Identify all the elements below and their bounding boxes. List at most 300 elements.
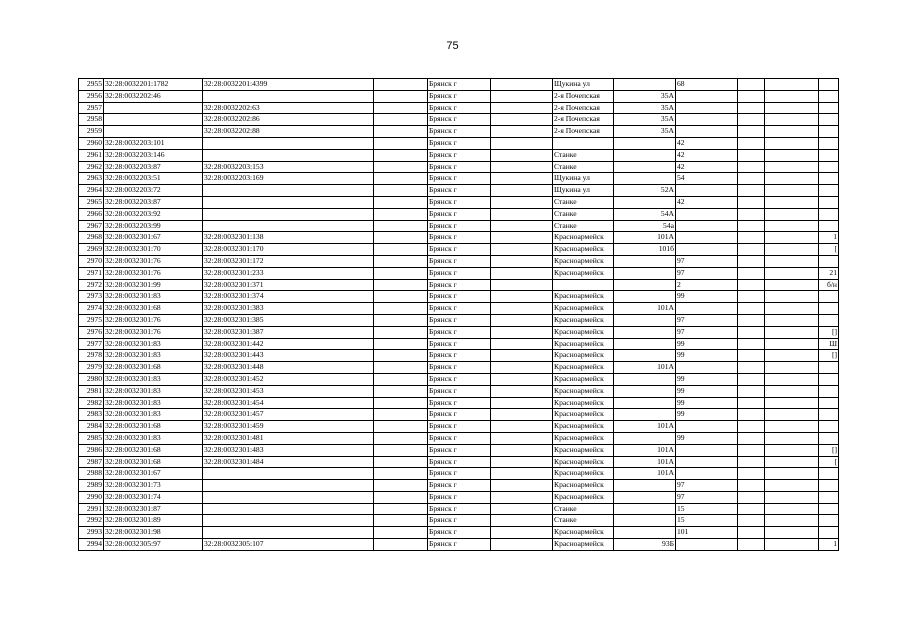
- city-cell: Брянск г: [428, 279, 491, 291]
- note-cell: [819, 255, 839, 267]
- row-number-cell: 2991: [79, 503, 104, 515]
- street-cell: Красноармейск: [553, 255, 614, 267]
- blank-col-b-cell: [491, 432, 553, 444]
- blank-col-d-cell: [765, 491, 819, 503]
- blank-col-d-cell: [765, 79, 819, 91]
- cadastral-number-cell: 32:28:0032301:70: [104, 244, 203, 256]
- related-cadastral-number-cell: 32:28:0032301:452: [203, 373, 374, 385]
- blank-col-d-cell: [765, 421, 819, 433]
- city-cell: Брянск г: [428, 314, 491, 326]
- row-number-cell: 2978: [79, 350, 104, 362]
- cadastral-number-cell: 32:28:0032203:146: [104, 149, 203, 161]
- blank-col-c-cell: [738, 515, 765, 527]
- house-letter-cell: 101б: [614, 244, 676, 256]
- blank-col-a-cell: [374, 149, 428, 161]
- blank-col-d-cell: [765, 456, 819, 468]
- house-letter-cell: [614, 267, 676, 279]
- cadastral-number-cell: 32:28:0032305:97: [104, 539, 203, 551]
- house-letter-cell: [614, 385, 676, 397]
- note-cell: [819, 303, 839, 315]
- note-cell: [819, 90, 839, 102]
- house-number-cell: 99: [676, 397, 738, 409]
- house-letter-cell: 35А: [614, 114, 676, 126]
- house-letter-cell: [614, 161, 676, 173]
- table-row: [79, 161, 839, 173]
- city-cell: Брянск г: [428, 185, 491, 197]
- house-letter-cell: 54а: [614, 220, 676, 232]
- table-row: [79, 491, 839, 503]
- cadastral-number-cell: 32:28:0032301:83: [104, 338, 203, 350]
- blank-col-d-cell: [765, 255, 819, 267]
- blank-col-a-cell: [374, 350, 428, 362]
- blank-col-d-cell: [765, 149, 819, 161]
- note-cell: [819, 208, 839, 220]
- blank-col-d-cell: [765, 527, 819, 539]
- blank-col-c-cell: [738, 114, 765, 126]
- blank-col-a-cell: [374, 527, 428, 539]
- blank-col-a-cell: [374, 326, 428, 338]
- blank-col-c-cell: [738, 539, 765, 551]
- blank-col-d-cell: [765, 444, 819, 456]
- street-cell: Станке: [553, 503, 614, 515]
- row-number-cell: 2960: [79, 137, 104, 149]
- blank-col-c-cell: [738, 338, 765, 350]
- blank-col-a-cell: [374, 90, 428, 102]
- city-cell: Брянск г: [428, 350, 491, 362]
- blank-col-d-cell: [765, 480, 819, 492]
- row-number-cell: 2975: [79, 314, 104, 326]
- blank-col-d-cell: [765, 173, 819, 185]
- street-cell: Красноармейск: [553, 314, 614, 326]
- blank-col-b-cell: [491, 539, 553, 551]
- table-row: [79, 480, 839, 492]
- table-row: [79, 244, 839, 256]
- blank-col-c-cell: [738, 326, 765, 338]
- house-letter-cell: [614, 338, 676, 350]
- blank-col-b-cell: [491, 279, 553, 291]
- blank-col-c-cell: [738, 432, 765, 444]
- blank-col-a-cell: [374, 468, 428, 480]
- row-number-cell: 2965: [79, 196, 104, 208]
- house-letter-cell: 101А: [614, 444, 676, 456]
- table-row: [79, 79, 839, 91]
- table-row: [79, 185, 839, 197]
- blank-col-d-cell: [765, 468, 819, 480]
- blank-col-a-cell: [374, 444, 428, 456]
- blank-col-d-cell: [765, 515, 819, 527]
- house-letter-cell: [614, 480, 676, 492]
- blank-col-d-cell: [765, 185, 819, 197]
- house-number-cell: 99: [676, 338, 738, 350]
- street-cell: Красноармейск: [553, 539, 614, 551]
- cadastral-number-cell: 32:28:0032301:99: [104, 279, 203, 291]
- note-cell: []: [819, 444, 839, 456]
- house-number-cell: 99: [676, 291, 738, 303]
- blank-col-a-cell: [374, 303, 428, 315]
- blank-col-c-cell: [738, 468, 765, 480]
- cadastral-number-cell: 32:28:0032201:1782: [104, 79, 203, 91]
- blank-col-c-cell: [738, 149, 765, 161]
- blank-col-c-cell: [738, 173, 765, 185]
- city-cell: Брянск г: [428, 444, 491, 456]
- note-cell: [819, 373, 839, 385]
- blank-col-b-cell: [491, 79, 553, 91]
- blank-col-c-cell: [738, 527, 765, 539]
- table-row: [79, 432, 839, 444]
- blank-col-b-cell: [491, 362, 553, 374]
- table-row: [79, 220, 839, 232]
- blank-col-a-cell: [374, 491, 428, 503]
- city-cell: Брянск г: [428, 255, 491, 267]
- blank-col-d-cell: [765, 362, 819, 374]
- blank-col-a-cell: [374, 173, 428, 185]
- street-cell: Красноармейск: [553, 397, 614, 409]
- street-cell: Красноармейск: [553, 362, 614, 374]
- blank-col-a-cell: [374, 515, 428, 527]
- row-number-cell: 2961: [79, 149, 104, 161]
- related-cadastral-number-cell: 32:28:0032305:107: [203, 539, 374, 551]
- blank-col-b-cell: [491, 456, 553, 468]
- city-cell: Брянск г: [428, 303, 491, 315]
- blank-col-a-cell: [374, 267, 428, 279]
- table-row: [79, 373, 839, 385]
- house-number-cell: 97: [676, 314, 738, 326]
- table-row: [79, 149, 839, 161]
- cadastral-number-cell: 32:28:0032301:68: [104, 303, 203, 315]
- table-row: [79, 173, 839, 185]
- cadastral-number-cell: 32:28:0032301:83: [104, 350, 203, 362]
- house-letter-cell: [614, 149, 676, 161]
- blank-col-b-cell: [491, 90, 553, 102]
- blank-col-d-cell: [765, 196, 819, 208]
- blank-col-c-cell: [738, 161, 765, 173]
- table-row: [79, 126, 839, 138]
- blank-col-b-cell: [491, 173, 553, 185]
- city-cell: Брянск г: [428, 173, 491, 185]
- table-row: [79, 539, 839, 551]
- note-cell: [819, 161, 839, 173]
- table-row: [79, 503, 839, 515]
- row-number-cell: 2973: [79, 291, 104, 303]
- house-letter-cell: [614, 279, 676, 291]
- cadastral-number-cell: 32:28:0032301:83: [104, 373, 203, 385]
- cadastral-number-cell: 32:28:0032202:46: [104, 90, 203, 102]
- house-letter-cell: [614, 350, 676, 362]
- table-row: [79, 409, 839, 421]
- cadastral-number-cell: 32:28:0032301:76: [104, 314, 203, 326]
- blank-col-d-cell: [765, 267, 819, 279]
- street-cell: Красноармейск: [553, 527, 614, 539]
- street-cell: Щукина ул: [553, 79, 614, 91]
- blank-col-a-cell: [374, 208, 428, 220]
- cadastral-number-cell: 32:28:0032203:99: [104, 220, 203, 232]
- street-cell: Красноармейск: [553, 444, 614, 456]
- blank-col-c-cell: [738, 421, 765, 433]
- city-cell: Брянск г: [428, 267, 491, 279]
- table-row: [79, 326, 839, 338]
- blank-col-b-cell: [491, 208, 553, 220]
- blank-col-b-cell: [491, 102, 553, 114]
- row-number-cell: 2974: [79, 303, 104, 315]
- blank-col-c-cell: [738, 102, 765, 114]
- city-cell: Брянск г: [428, 468, 491, 480]
- blank-col-a-cell: [374, 279, 428, 291]
- related-cadastral-number-cell: [203, 468, 374, 480]
- note-cell: [819, 220, 839, 232]
- blank-col-a-cell: [374, 373, 428, 385]
- street-cell: 2-я Почепская: [553, 102, 614, 114]
- blank-col-a-cell: [374, 362, 428, 374]
- blank-col-b-cell: [491, 397, 553, 409]
- house-number-cell: [676, 185, 738, 197]
- street-cell: Красноармейск: [553, 491, 614, 503]
- table-row: [79, 527, 839, 539]
- blank-col-b-cell: [491, 326, 553, 338]
- house-number-cell: [676, 208, 738, 220]
- blank-col-c-cell: [738, 491, 765, 503]
- blank-col-a-cell: [374, 220, 428, 232]
- house-letter-cell: 54А: [614, 208, 676, 220]
- note-cell: [819, 114, 839, 126]
- street-cell: 2-я Почепская: [553, 90, 614, 102]
- house-number-cell: [676, 244, 738, 256]
- row-number-cell: 2988: [79, 468, 104, 480]
- blank-col-a-cell: [374, 79, 428, 91]
- row-number-cell: 2967: [79, 220, 104, 232]
- cadastral-number-cell: 32:28:0032301:83: [104, 432, 203, 444]
- blank-col-d-cell: [765, 208, 819, 220]
- related-cadastral-number-cell: 32:28:0032301:459: [203, 421, 374, 433]
- city-cell: Брянск г: [428, 161, 491, 173]
- house-number-cell: 68: [676, 79, 738, 91]
- table-row: [79, 291, 839, 303]
- house-number-cell: [676, 114, 738, 126]
- house-number-cell: 42: [676, 149, 738, 161]
- street-cell: [553, 279, 614, 291]
- cadastral-number-cell: 32:28:0032301:76: [104, 267, 203, 279]
- house-number-cell: [676, 232, 738, 244]
- blank-col-d-cell: [765, 373, 819, 385]
- related-cadastral-number-cell: 32:28:0032301:454: [203, 397, 374, 409]
- house-number-cell: 42: [676, 161, 738, 173]
- note-cell: [819, 79, 839, 91]
- blank-col-b-cell: [491, 114, 553, 126]
- cadastral-number-cell: 32:28:0032301:98: [104, 527, 203, 539]
- cadastral-number-cell: 32:28:0032301:74: [104, 491, 203, 503]
- blank-col-b-cell: [491, 232, 553, 244]
- blank-col-b-cell: [491, 373, 553, 385]
- cadastral-number-cell: 32:28:0032301:68: [104, 421, 203, 433]
- house-number-cell: 99: [676, 373, 738, 385]
- street-cell: Красноармейск: [553, 338, 614, 350]
- cadastral-number-cell: 32:28:0032203:101: [104, 137, 203, 149]
- house-number-cell: [676, 444, 738, 456]
- city-cell: Брянск г: [428, 362, 491, 374]
- note-cell: []: [819, 326, 839, 338]
- city-cell: Брянск г: [428, 539, 491, 551]
- table-row: [79, 303, 839, 315]
- house-letter-cell: [614, 409, 676, 421]
- row-number-cell: 2992: [79, 515, 104, 527]
- blank-col-b-cell: [491, 503, 553, 515]
- blank-col-a-cell: [374, 421, 428, 433]
- house-number-cell: 97: [676, 480, 738, 492]
- street-cell: 2-я Почепская: [553, 114, 614, 126]
- row-number-cell: 2957: [79, 102, 104, 114]
- blank-col-a-cell: [374, 255, 428, 267]
- house-letter-cell: [614, 326, 676, 338]
- street-cell: Станке: [553, 220, 614, 232]
- row-number-cell: 2987: [79, 456, 104, 468]
- note-cell: [819, 126, 839, 138]
- blank-col-a-cell: [374, 314, 428, 326]
- street-cell: Красноармейск: [553, 373, 614, 385]
- cadastral-number-cell: [104, 102, 203, 114]
- row-number-cell: 2955: [79, 79, 104, 91]
- blank-col-c-cell: [738, 397, 765, 409]
- blank-col-b-cell: [491, 444, 553, 456]
- city-cell: Брянск г: [428, 208, 491, 220]
- related-cadastral-number-cell: [203, 515, 374, 527]
- blank-col-c-cell: [738, 79, 765, 91]
- blank-col-c-cell: [738, 232, 765, 244]
- street-cell: Красноармейск: [553, 385, 614, 397]
- note-cell: б/н: [819, 279, 839, 291]
- related-cadastral-number-cell: 32:28:0032301:170: [203, 244, 374, 256]
- related-cadastral-number-cell: [203, 149, 374, 161]
- street-cell: Красноармейск: [553, 421, 614, 433]
- city-cell: Брянск г: [428, 503, 491, 515]
- blank-col-a-cell: [374, 456, 428, 468]
- house-number-cell: [676, 456, 738, 468]
- related-cadastral-number-cell: 32:28:0032301:172: [203, 255, 374, 267]
- city-cell: Брянск г: [428, 244, 491, 256]
- table-row: [79, 456, 839, 468]
- related-cadastral-number-cell: 32:28:0032301:442: [203, 338, 374, 350]
- row-number-cell: 2990: [79, 491, 104, 503]
- blank-col-a-cell: [374, 161, 428, 173]
- related-cadastral-number-cell: 32:28:0032301:453: [203, 385, 374, 397]
- street-cell: Красноармейск: [553, 350, 614, 362]
- blank-col-a-cell: [374, 385, 428, 397]
- row-number-cell: 2972: [79, 279, 104, 291]
- cadastral-number-cell: 32:28:0032301:68: [104, 362, 203, 374]
- house-letter-cell: [614, 196, 676, 208]
- table-row: [79, 397, 839, 409]
- city-cell: Брянск г: [428, 491, 491, 503]
- related-cadastral-number-cell: [203, 527, 374, 539]
- blank-col-d-cell: [765, 291, 819, 303]
- house-letter-cell: 101А: [614, 303, 676, 315]
- house-letter-cell: 101А: [614, 456, 676, 468]
- blank-col-d-cell: [765, 114, 819, 126]
- related-cadastral-number-cell: 32:28:0032203:169: [203, 173, 374, 185]
- house-number-cell: 101: [676, 527, 738, 539]
- row-number-cell: 2956: [79, 90, 104, 102]
- note-cell: [819, 102, 839, 114]
- blank-col-b-cell: [491, 303, 553, 315]
- blank-col-c-cell: [738, 126, 765, 138]
- street-cell: Станке: [553, 196, 614, 208]
- blank-col-d-cell: [765, 220, 819, 232]
- note-cell: [819, 185, 839, 197]
- row-number-cell: 2983: [79, 409, 104, 421]
- blank-col-d-cell: [765, 137, 819, 149]
- blank-col-c-cell: [738, 385, 765, 397]
- related-cadastral-number-cell: 32:28:0032301:233: [203, 267, 374, 279]
- blank-col-b-cell: [491, 350, 553, 362]
- house-number-cell: 99: [676, 409, 738, 421]
- blank-col-c-cell: [738, 362, 765, 374]
- house-letter-cell: [614, 137, 676, 149]
- blank-col-a-cell: [374, 114, 428, 126]
- cadastral-number-cell: [104, 126, 203, 138]
- blank-col-a-cell: [374, 480, 428, 492]
- house-number-cell: [676, 468, 738, 480]
- related-cadastral-number-cell: 32:28:0032201:4399: [203, 79, 374, 91]
- note-cell: [819, 527, 839, 539]
- street-cell: Красноармейск: [553, 291, 614, 303]
- house-number-cell: [676, 421, 738, 433]
- cadastral-number-cell: 32:28:0032301:67: [104, 232, 203, 244]
- row-number-cell: 2994: [79, 539, 104, 551]
- table-row: [79, 444, 839, 456]
- related-cadastral-number-cell: 32:28:0032301:481: [203, 432, 374, 444]
- related-cadastral-number-cell: 32:28:0032202:88: [203, 126, 374, 138]
- table-row: [79, 90, 839, 102]
- blank-col-c-cell: [738, 137, 765, 149]
- blank-col-b-cell: [491, 515, 553, 527]
- blank-col-b-cell: [491, 409, 553, 421]
- note-cell: [: [819, 456, 839, 468]
- blank-col-c-cell: [738, 244, 765, 256]
- note-cell: 21: [819, 267, 839, 279]
- blank-col-d-cell: [765, 232, 819, 244]
- blank-col-b-cell: [491, 244, 553, 256]
- house-number-cell: 2: [676, 279, 738, 291]
- blank-col-d-cell: [765, 385, 819, 397]
- blank-col-c-cell: [738, 208, 765, 220]
- cadastral-number-cell: 32:28:0032301:83: [104, 291, 203, 303]
- row-number-cell: 2989: [79, 480, 104, 492]
- blank-col-b-cell: [491, 161, 553, 173]
- note-cell: [819, 173, 839, 185]
- blank-col-c-cell: [738, 456, 765, 468]
- table-row: [79, 255, 839, 267]
- house-letter-cell: [614, 432, 676, 444]
- blank-col-b-cell: [491, 149, 553, 161]
- city-cell: Брянск г: [428, 397, 491, 409]
- house-letter-cell: [614, 373, 676, 385]
- city-cell: Брянск г: [428, 114, 491, 126]
- house-number-cell: [676, 126, 738, 138]
- blank-col-c-cell: [738, 291, 765, 303]
- row-number-cell: 2971: [79, 267, 104, 279]
- city-cell: Брянск г: [428, 232, 491, 244]
- cadastral-number-cell: 32:28:0032301:87: [104, 503, 203, 515]
- house-letter-cell: [614, 255, 676, 267]
- note-cell: Ш: [819, 338, 839, 350]
- street-cell: Щукина ул: [553, 173, 614, 185]
- blank-col-b-cell: [491, 291, 553, 303]
- house-letter-cell: [614, 79, 676, 91]
- table-row: [79, 137, 839, 149]
- related-cadastral-number-cell: 32:28:0032301:138: [203, 232, 374, 244]
- table-row: [79, 385, 839, 397]
- city-cell: Брянск г: [428, 515, 491, 527]
- street-cell: Красноармейск: [553, 267, 614, 279]
- city-cell: Брянск г: [428, 421, 491, 433]
